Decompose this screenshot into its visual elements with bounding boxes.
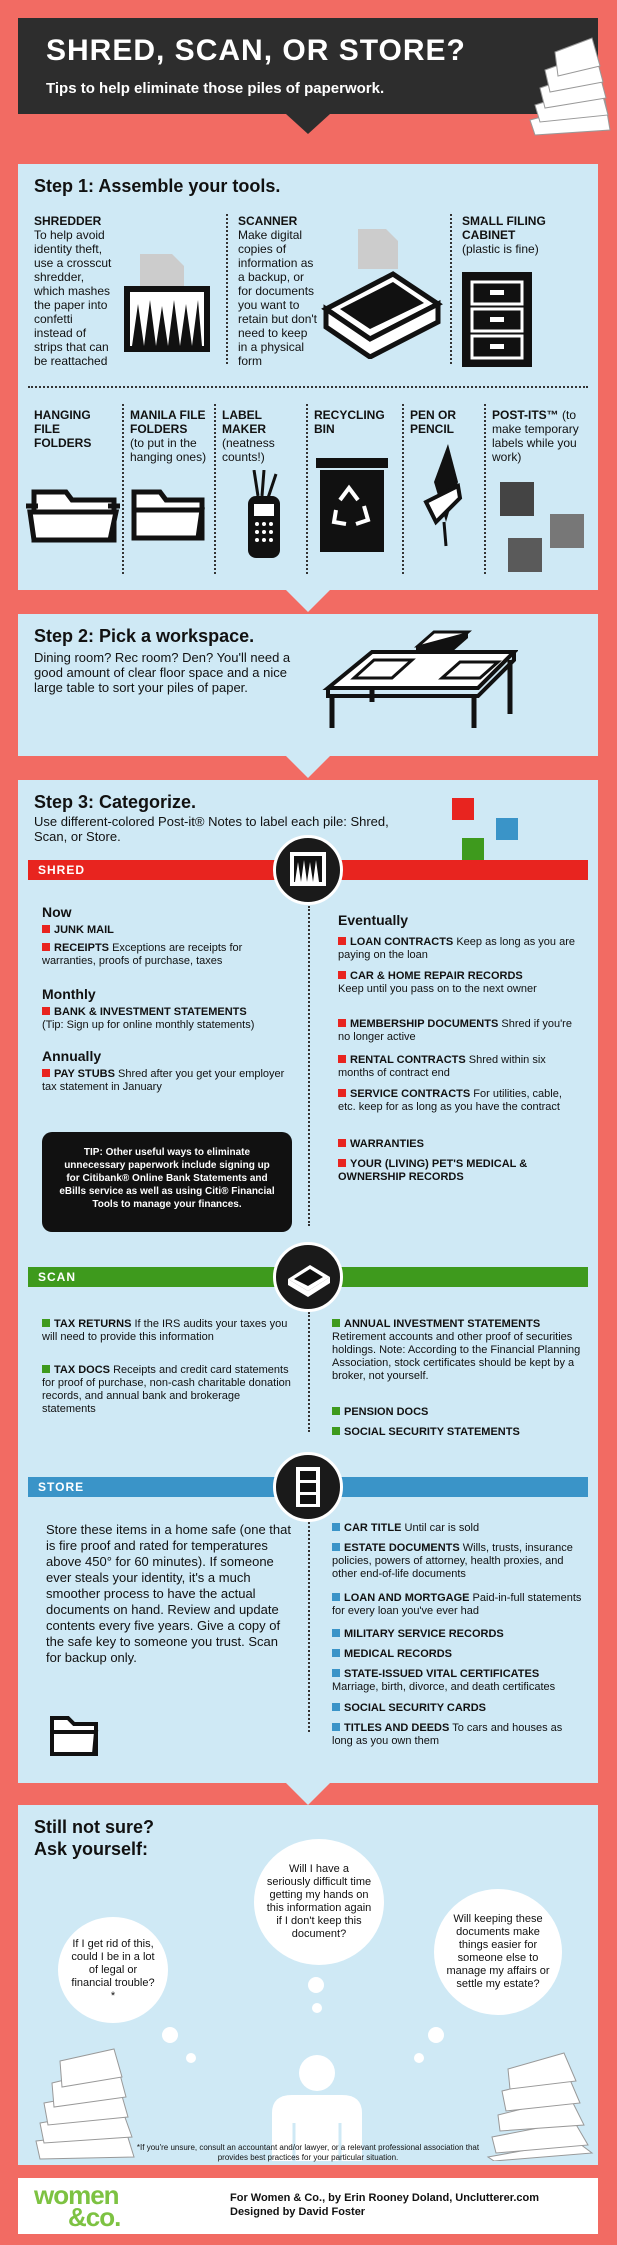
divider — [28, 386, 588, 388]
item-title: SERVICE CONTRACTS — [350, 1088, 471, 1100]
item-desc: Retirement accounts and other proof of securities holdings. Note: According to the Financial Planning Association, stock certificates should be kept by a broker, not yourself. — [332, 1331, 581, 1382]
thought-dot — [186, 2053, 196, 2063]
postit-note — [508, 538, 542, 572]
thought-dot — [162, 2027, 178, 2043]
manila-desc: (to put in the hanging ones) — [130, 436, 207, 464]
shredder-name: SHREDDER — [34, 214, 102, 228]
footnote: *If you're unsure, consult an accountant and/or lawyer, or a relevant professional association that provides best practices for your particular situation. — [136, 2143, 480, 2162]
divider — [484, 404, 486, 574]
item-title: MEDICAL RECORDS — [344, 1648, 452, 1660]
postit-green — [462, 838, 484, 860]
shred-circle — [273, 835, 343, 905]
thought-dot — [428, 2027, 444, 2043]
credit-author: For Women & Co., by Erin Rooney Doland, Unclutterer.com — [230, 2192, 540, 2204]
divider — [450, 214, 452, 364]
store-item — [332, 1522, 582, 1535]
step2-title: Step 2: Pick a workspace. — [34, 626, 255, 646]
item-title: SOCIAL SECURITY STATEMENTS — [344, 1426, 520, 1438]
hanging-folder-icon — [26, 482, 120, 544]
item-desc: Shred within six months of contract end — [338, 1054, 546, 1079]
store-item — [332, 1628, 582, 1641]
shred-item — [42, 1068, 292, 1094]
item-desc: Keep as long as you are paying on the loan — [338, 936, 575, 961]
question-bubble: Will keeping these documents make things easier for someone else to manage my affairs or settle my estate? — [434, 1889, 562, 2015]
item-title: CAR & HOME REPAIR RECORDS — [350, 970, 523, 982]
shred-item — [42, 942, 292, 968]
paper-stack-icon — [520, 30, 615, 140]
item-title: TAX RETURNS — [54, 1318, 132, 1330]
notsure-subtitle: Ask yourself: — [34, 1839, 149, 1859]
scanner-name: SCANNER — [238, 214, 298, 228]
page-subtitle: Tips to help eliminate those piles of paperwork. — [46, 80, 385, 97]
shred-item — [338, 1138, 578, 1151]
divider — [308, 906, 310, 1226]
step3-notch — [286, 1783, 330, 1805]
scanner-icon — [276, 1245, 340, 1309]
item-desc: Until car is sold — [404, 1522, 480, 1534]
item-title: LOAN CONTRACTS — [350, 936, 454, 948]
label-maker-icon — [240, 470, 290, 560]
item-title: RENTAL CONTRACTS — [350, 1054, 466, 1066]
item-desc: Wills, trusts, insurance policies, powers of attorney, health proxies, and other end-of-life documents — [332, 1542, 573, 1580]
item-title: TAX DOCS — [54, 1364, 111, 1376]
shred-item — [42, 924, 292, 937]
scan-item — [42, 1364, 292, 1416]
label-name: LABEL MAKER — [222, 408, 266, 436]
item-desc: Exceptions are receipts for warranties, proofs of purchase, taxes — [42, 942, 243, 967]
filing-cabinet-icon — [462, 272, 532, 367]
cabinet-desc: (plastic is fine) — [462, 242, 539, 256]
item-title: RECEIPTS — [54, 942, 110, 954]
item-title: YOUR (LIVING) PET'S MEDICAL & OWNERSHIP RECORDS — [338, 1158, 528, 1183]
scanner-icon — [318, 229, 443, 359]
postits-desc-text: (to make temporary labels while you work) — [492, 408, 579, 464]
credit-designer: Designed by David Foster — [230, 2206, 366, 2218]
thought-dot — [312, 2003, 322, 2013]
step2-panel — [18, 614, 598, 756]
postit-red — [452, 798, 474, 820]
shred-item — [338, 1018, 578, 1044]
step3-panel — [18, 780, 598, 1783]
manila-name: MANILA FILE FOLDERS — [130, 408, 206, 436]
divider — [122, 404, 124, 574]
step2-notch — [286, 756, 330, 778]
recycling-bin-icon — [316, 454, 388, 554]
item-desc: Receipts and credit card statements for proof of purchase, non-cash charitable donation records, and annual bank and brokerage statements — [42, 1364, 291, 1415]
item-title: PAY STUBS — [54, 1068, 115, 1080]
shred-annually-heading: Annually — [42, 1048, 102, 1064]
shredder-icon — [276, 838, 340, 902]
cabinet-name: SMALL FILING CABINET — [462, 214, 546, 242]
paper-stack-icon — [480, 2031, 596, 2161]
page-title: SHRED, SCAN, OR STORE? — [46, 34, 466, 67]
postits-name: POST-ITS™ — [492, 408, 559, 422]
item-desc: Shred after you get your employer tax statement in January — [42, 1068, 285, 1093]
recycling-name: RECYCLING BIN — [314, 408, 385, 436]
item-desc: Keep until you pass on to the next owner — [338, 983, 537, 995]
item-title: BANK & INVESTMENT STATEMENTS — [54, 1006, 247, 1018]
shred-label: SHRED — [38, 863, 86, 877]
divider — [308, 1522, 310, 1732]
divider — [402, 404, 404, 574]
shred-now-heading: Now — [42, 904, 72, 920]
item-desc: For utilities, cable, etc. keep for as long as you have the contract — [338, 1088, 562, 1113]
table-icon — [318, 622, 518, 732]
scan-item — [332, 1426, 582, 1439]
thought-dot — [414, 2053, 424, 2063]
shred-monthly-heading: Monthly — [42, 986, 96, 1002]
item-desc: Marriage, birth, divorce, and death certificates — [332, 1681, 556, 1693]
store-desc: Store these items in a home safe (one that is fire proof and rated for temperatures above 450° for 60 minutes). If someone ever steals your identity, it's a much smoother process to have the actual documents on hand. Review and update contents every five years. Give a copy of the safe key to someone you trust. Scan for backup only. — [46, 1522, 291, 1665]
store-label: STORE — [38, 1480, 85, 1494]
shred-item — [338, 936, 578, 962]
thought-dot — [308, 1977, 324, 1993]
shred-eventually-heading: Eventually — [338, 912, 409, 928]
shredder-icon — [122, 254, 212, 354]
postits-desc — [492, 408, 592, 464]
label-desc: (neatness counts!) — [222, 436, 275, 464]
scan-item — [332, 1318, 582, 1383]
step1-notch — [286, 590, 330, 612]
item-desc: To cars and houses as long as you own them — [332, 1722, 563, 1747]
scan-item — [42, 1318, 292, 1344]
footer — [18, 2178, 598, 2234]
item-title: CAR TITLE — [344, 1522, 402, 1534]
shred-item — [338, 1088, 578, 1114]
item-title: LOAN AND MORTGAGE — [344, 1592, 470, 1604]
pen-icon — [418, 442, 468, 552]
question-bubble: Will I have a seriously difficult time getting my hands on this information again if I don't keep this document? — [254, 1839, 384, 1965]
folder-icon — [48, 1712, 100, 1758]
item-title: WARRANTIES — [350, 1138, 424, 1150]
pen-name: PEN OR PENCIL — [410, 408, 457, 436]
store-item — [332, 1668, 582, 1694]
item-title: STATE-ISSUED VITAL CERTIFICATES — [344, 1668, 540, 1680]
header-notch — [286, 114, 330, 134]
store-item — [332, 1722, 582, 1748]
item-title: TITLES AND DEEDS — [344, 1722, 450, 1734]
item-title: ANNUAL INVESTMENT STATEMENTS — [344, 1318, 541, 1330]
brand-logo-line1: women — [34, 2180, 119, 2210]
item-title: MEMBERSHIP DOCUMENTS — [350, 1018, 499, 1030]
postit-note — [500, 482, 534, 516]
item-title: ESTATE DOCUMENTS — [344, 1542, 460, 1554]
scan-circle — [273, 1242, 343, 1312]
item-title: JUNK MAIL — [54, 924, 114, 936]
shred-item — [338, 970, 578, 996]
filing-cabinet-icon — [276, 1455, 340, 1519]
divider — [226, 214, 228, 364]
manila-folder-icon — [130, 486, 206, 542]
item-title: SOCIAL SECURITY CARDS — [344, 1702, 487, 1714]
notsure-title: Still not sure? — [34, 1817, 155, 1837]
item-desc: If the IRS audits your taxes you will need to provide this information — [42, 1318, 288, 1343]
store-item — [332, 1542, 582, 1581]
shred-item — [338, 1158, 578, 1184]
scan-label: SCAN — [38, 1270, 77, 1284]
divider — [214, 404, 216, 574]
notsure-panel — [18, 1805, 598, 2165]
question-bubble: If I get rid of this, could I be in a lot of legal or financial trouble?* — [58, 1917, 168, 2023]
step2-desc: Dining room? Rec room? Den? You'll need a good amount of clear floor space and a nice large table to sort your piles of paper. — [34, 650, 291, 695]
item-desc: Shred if you're no longer active — [338, 1018, 572, 1043]
postit-blue — [496, 818, 518, 840]
step1-panel — [18, 164, 598, 590]
shred-item — [338, 1054, 578, 1080]
divider — [306, 404, 308, 574]
item-desc: Paid-in-full statements for every loan you've ever had — [332, 1592, 582, 1617]
store-circle — [273, 1452, 343, 1522]
scan-item — [332, 1406, 582, 1419]
step3-desc: Use different-colored Post-it® Notes to label each pile: Shred, Scan, or Store. — [34, 814, 389, 844]
brand-logo-line2: &co. — [68, 2202, 121, 2232]
header-banner — [18, 18, 598, 114]
shred-item — [42, 1006, 302, 1032]
divider — [308, 1312, 310, 1432]
store-item — [332, 1702, 582, 1715]
item-title: PENSION DOCS — [344, 1406, 429, 1418]
postit-note — [550, 514, 584, 548]
tip-box: TIP: Other useful ways to eliminate unnecessary paperwork include signing up for Citibank® Online Bank Statements and eBills service as well as using Citi® Financial Tools to manage your finances. — [42, 1132, 292, 1232]
step3-title: Step 3: Categorize. — [34, 792, 197, 812]
shredder-desc: To help avoid identity theft, use a crosscut shredder, which mashes the paper into confetti instead of strips that can be reattached — [34, 228, 112, 368]
paper-stack-icon — [26, 2031, 142, 2161]
store-item — [332, 1592, 582, 1618]
scanner-desc: Make digital copies of information as a backup, or for documents you want to retain but don't need to keep in a physical form — [238, 228, 318, 368]
item-desc: (Tip: Sign up for online monthly statements) — [42, 1019, 255, 1031]
step1-title: Step 1: Assemble your tools. — [34, 176, 281, 196]
store-item — [332, 1648, 582, 1661]
item-title: MILITARY SERVICE RECORDS — [344, 1628, 504, 1640]
folders-name: HANGING FILE FOLDERS — [34, 408, 92, 450]
